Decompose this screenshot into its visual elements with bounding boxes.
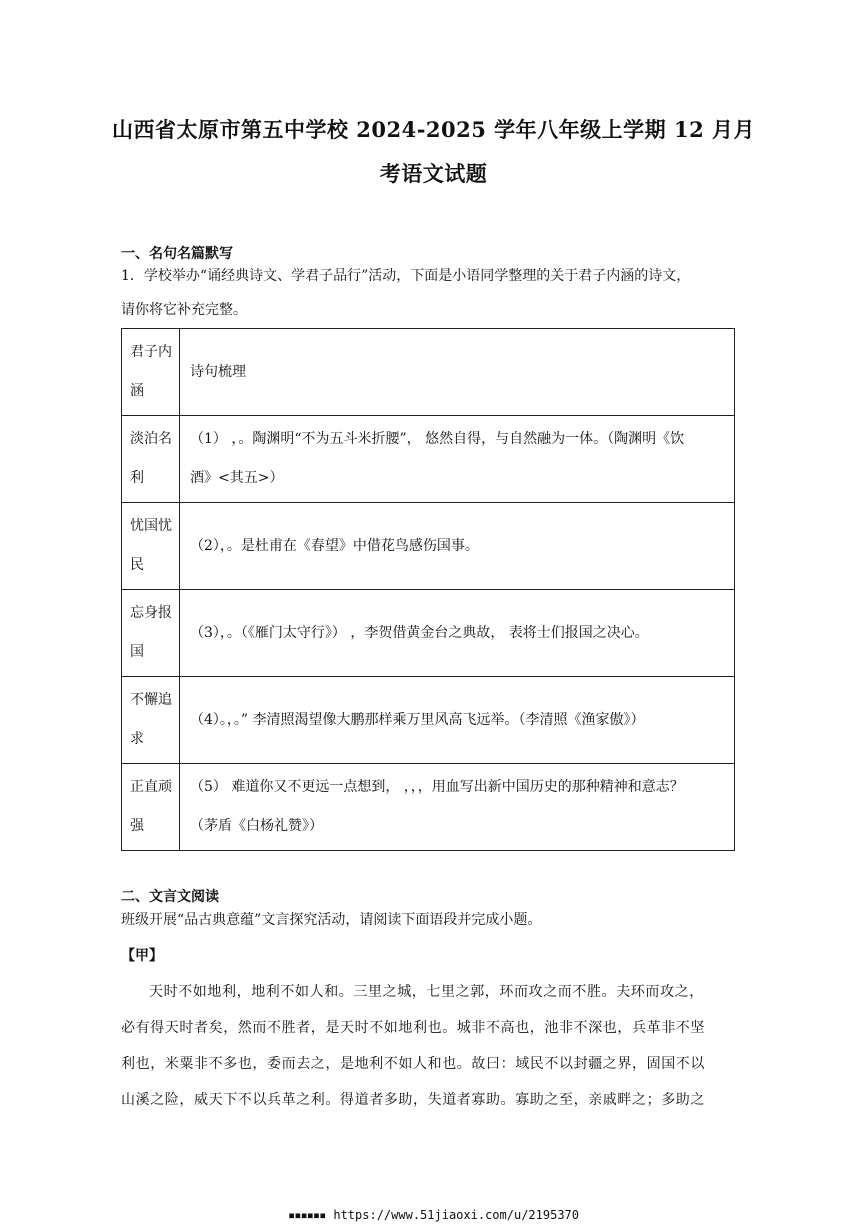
passage-label-jia: 【甲】: [121, 948, 163, 964]
category-label: 忘身报: [130, 605, 172, 621]
table-row: [122, 416, 735, 503]
content-text: （2），。是杜甫在《春望》中借花鸟感伤国事。: [190, 537, 479, 554]
question-1-stem: [121, 264, 741, 322]
document-title-line-2: 考语文试题: [379, 161, 488, 186]
category-label: 正直顽: [130, 779, 172, 795]
content-text: （1） ，。陶渊明“不为五斗米折腰”， 悠然自得，与自然融为一体。（陶渊明《饮: [190, 431, 685, 447]
classical-passage: [121, 974, 735, 1118]
content-text: （4）。，。” 李清照渴望像大鹏那样乘万里风高飞远举。（李清照《渔家傲》）: [190, 711, 645, 728]
question-1-line-1: 1．学校举办“诵经典诗文、学君子品行”活动，下面是小语同学整理的关于君子内涵的诗文，: [121, 268, 691, 284]
category-label: 国: [130, 644, 144, 660]
page-footer: [0, 1208, 867, 1222]
document-title-line-1: 山西省太原市第五中学校 2024-2025 学年八年级上学期 12 月月: [111, 117, 756, 142]
table-category-cell: [122, 329, 180, 416]
table-category-cell: [122, 416, 180, 503]
category-label: 利: [130, 470, 144, 486]
section-2-intro: 班级开展“品古典意蕴”文言探究活动，请阅读下面语段并完成小题。: [121, 912, 542, 928]
table-row: [122, 503, 735, 590]
table-row: [122, 329, 735, 416]
content-text: （3），。（《雁门太守行》） ，李贺借黄金台之典故， 表将士们报国之决心。: [190, 624, 649, 641]
passage-line: 利也，米粟非不多也，委而去之，是地利不如人和也。故曰：域民不以封疆之界，固国不以: [121, 1056, 705, 1072]
category-label: 强: [130, 818, 144, 834]
table-content-cell: [180, 329, 735, 416]
category-label: 君子内: [130, 344, 172, 360]
passage-line: 山溪之险，威天下不以兵革之利。得道者多助，失道者寡助。寡助之至，亲戚畔之；多助之: [121, 1092, 705, 1108]
content-text: （5） 难道你又不更远一点想到， ，，，用血写出新中国历史的那种精神和意志？: [190, 779, 684, 795]
table-content-cell: [180, 677, 735, 764]
table-category-cell: [122, 590, 180, 677]
table-content-cell: [180, 764, 735, 851]
poetry-table: [121, 328, 735, 851]
table-category-cell: [122, 503, 180, 590]
content-text: 诗句梳理: [190, 363, 246, 380]
table-content-cell: [180, 503, 735, 590]
section-heading-recitation: 一、名句名篇默写: [121, 246, 233, 262]
table-category-cell: [122, 764, 180, 851]
table-row: [122, 764, 735, 851]
table-content-cell: [180, 416, 735, 503]
passage-line: 必有得天时者矣，然而不胜者，是天时不如地利也。城非不高也，池非不深也，兵革非不坚: [121, 1020, 705, 1036]
category-label: 民: [130, 557, 144, 573]
table-row: [122, 590, 735, 677]
passage-line: 天时不如地利，地利不如人和。三里之城，七里之郭，环而攻之而不胜。夫环而攻之，: [149, 984, 704, 1000]
table-content-cell: [180, 590, 735, 677]
category-label: 忧国忧: [130, 518, 172, 534]
category-label: 淡泊名: [130, 431, 172, 447]
category-label: 求: [130, 731, 144, 747]
category-label: 涵: [130, 383, 144, 399]
footer-url-link[interactable]: https://www.51jiaoxi.com/u/2195370: [333, 1208, 579, 1222]
section-heading-classical-reading: 二、文言文阅读: [121, 889, 219, 905]
content-text: 酒》<其五>）: [190, 470, 284, 486]
table-row: [122, 677, 735, 764]
footer-dots: ▪▪▪▪▪▪: [288, 1208, 326, 1222]
category-label: 不懈追: [130, 692, 172, 708]
question-1-line-2: 请你将它补充完整。: [121, 302, 247, 318]
table-category-cell: [122, 677, 180, 764]
content-text: （茅盾《白杨礼赞》）: [190, 818, 323, 834]
